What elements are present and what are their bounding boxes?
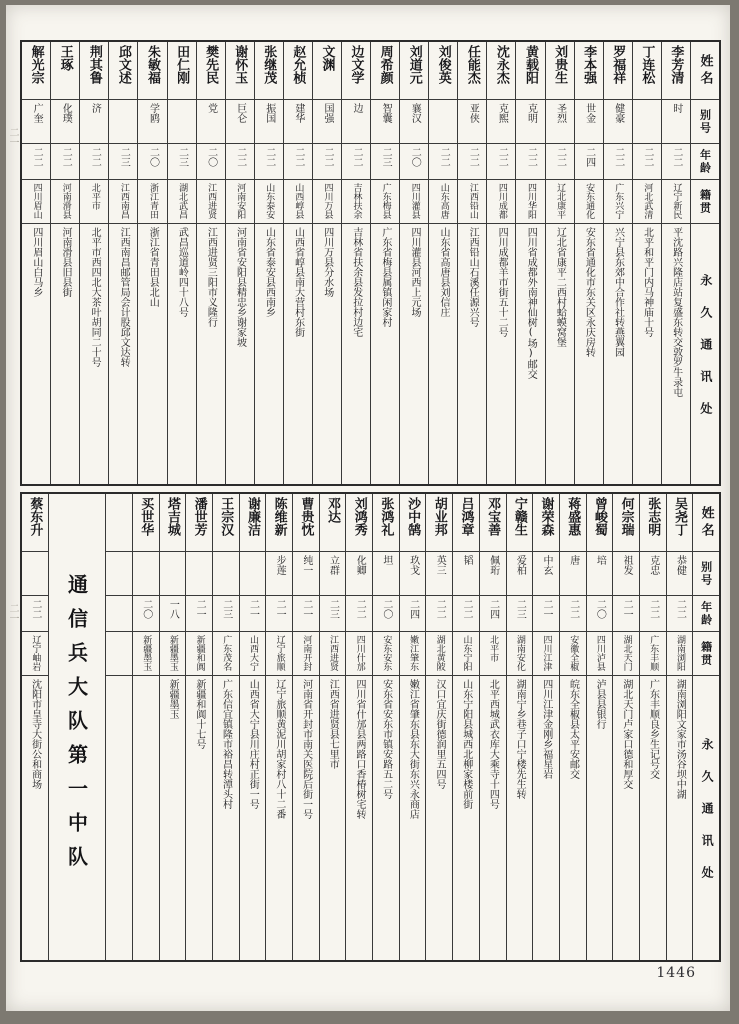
- entry-column: [345, 494, 372, 960]
- entry-age: 二二: [429, 144, 457, 180]
- header-name: 姓名: [691, 42, 719, 100]
- entry-origin: 北平市: [80, 180, 108, 224]
- entry-address: 广东省梅县属镇闲家村: [379, 227, 391, 327]
- entry-alias: 玖戈: [400, 552, 426, 596]
- entry-name: 罗福祥: [604, 42, 632, 100]
- entry-origin: 四川眉山: [22, 180, 50, 224]
- entry-name: 樊先民: [197, 42, 225, 100]
- entry-name: 曾峻蜀: [587, 494, 613, 552]
- entry-column: [108, 42, 137, 484]
- entry-alias: 克明: [516, 100, 544, 144]
- entry-name: 解光宗: [22, 42, 50, 100]
- entry-alias: 唐: [560, 552, 586, 596]
- header-column: [690, 42, 719, 484]
- entry-name: 黄载阳: [516, 42, 544, 100]
- entry-age: 二一: [533, 596, 559, 632]
- entry-name: 张志明: [640, 494, 666, 552]
- entry-name: 刘鸿秀: [346, 494, 372, 552]
- entry-address: 河南省安阳县精忠乡谢家坡: [234, 227, 246, 347]
- entry-address: 北平市西四北大茶叶胡同二十号: [89, 227, 101, 367]
- entry-origin: 新疆墨玉: [133, 632, 159, 676]
- entry-alias: 化璞: [51, 100, 79, 144]
- entry-address: 四川省成都外南神仙树(场)邮交: [525, 227, 537, 379]
- entry-column: [212, 494, 239, 960]
- entry-column: [50, 42, 79, 484]
- entry-address: 辽北省康平二西村蛤蟆窝堡: [554, 227, 566, 347]
- entry-column: [603, 42, 632, 484]
- entry-column: [185, 494, 212, 960]
- entry-age: 二〇: [197, 144, 225, 180]
- entry-column: [312, 42, 341, 484]
- entry-origin: 江西南昌: [109, 180, 137, 224]
- entry-name: 吴尧丁: [667, 494, 693, 552]
- entry-age: 二二: [453, 596, 479, 632]
- entry-alias: 恭健: [667, 552, 693, 596]
- header-alias: 别号: [691, 100, 719, 144]
- entry-alias: 振国: [255, 100, 283, 144]
- margin-mark: 二一: [7, 603, 18, 623]
- entry-alias: [429, 100, 457, 144]
- entry-name: 沙中鹄: [400, 494, 426, 552]
- entry-address: 平沈路兴隆店站复盛东转交敦罗牛录屯: [670, 227, 682, 397]
- entry-column: [319, 494, 346, 960]
- entry-column: [283, 42, 312, 484]
- entry-origin: 湖北天门: [613, 632, 639, 676]
- entry-column: [425, 494, 452, 960]
- entry-column: [574, 42, 603, 484]
- entry-origin: 江西进贤: [320, 632, 346, 676]
- entry-age: 二〇: [400, 144, 428, 180]
- header-age: 年龄: [691, 144, 719, 180]
- entry-address: 皖东全椒县太平安邮交: [567, 679, 579, 779]
- entry-alias: 广奎: [22, 100, 50, 144]
- entry-age: 二二: [226, 144, 254, 180]
- entry-address: 山西省大宁县川庄村正街一号: [247, 679, 259, 809]
- entry-age: 二三: [109, 144, 137, 180]
- entry-address: 兴宁县东郊中合作社转燕翼园: [612, 227, 624, 357]
- unit-label: 通信兵大队第一中队: [64, 574, 89, 880]
- entry-age: 二〇: [138, 144, 166, 180]
- entry-age: 二一: [613, 596, 639, 632]
- entry-address: 嫩江省肇东县东大街东兴永商店: [407, 679, 419, 819]
- entry-alias: 佩珩: [480, 552, 506, 596]
- entry-alias: 济: [80, 100, 108, 144]
- entry-origin: 山东泰安: [255, 180, 283, 224]
- entry-address: 湖北天门卢家口德和厚交: [620, 679, 632, 789]
- entry-alias: [633, 100, 661, 144]
- entry-alias: 英三: [426, 552, 452, 596]
- entry-origin: 湖南浏阳: [667, 632, 693, 676]
- entry-origin: 湖北武昌: [168, 180, 196, 224]
- entry-column: [372, 494, 399, 960]
- entry-alias: 国强: [313, 100, 341, 144]
- header-name: 姓名: [693, 494, 719, 552]
- entry-alias: [22, 552, 48, 596]
- entry-alias: 培: [587, 552, 613, 596]
- entry-age: 二二: [284, 144, 312, 180]
- entry-name: 蔡东升: [22, 494, 48, 552]
- entry-column: [612, 494, 639, 960]
- entry-name: 周希颜: [371, 42, 399, 100]
- entry-name: 塔吉城: [160, 494, 186, 552]
- entry-address: 新疆和阗十七号: [193, 679, 205, 749]
- entry-column: [399, 494, 426, 960]
- entry-alias: [240, 552, 266, 596]
- entry-column: [532, 494, 559, 960]
- entry-origin: 河南安阳: [226, 180, 254, 224]
- entry-column: [559, 494, 586, 960]
- entry-origin: 山西大宁: [240, 632, 266, 676]
- entry-age: 二四: [400, 596, 426, 632]
- entry-address: 汉口宜庆街德润里五四号: [434, 679, 446, 789]
- entry-origin: 新疆墨玉: [160, 632, 186, 676]
- entry-age: 二三: [320, 596, 346, 632]
- entry-address: 四川江津金刚乡福星岩: [540, 679, 552, 779]
- entry-address: 北平和平门内马神庙十号: [641, 227, 653, 337]
- entry-address: 新疆墨玉: [167, 679, 179, 719]
- entry-age: 二二: [22, 144, 50, 180]
- entry-name: 陈维新: [266, 494, 292, 552]
- empty-cell: [106, 596, 132, 632]
- entry-address: 山西省崞县南大营村东街: [292, 227, 304, 337]
- entry-origin: 辽宁旅顺: [266, 632, 292, 676]
- entry-alias: [133, 552, 159, 596]
- entry-age: 二〇: [133, 596, 159, 632]
- entry-age: 二二: [426, 596, 452, 632]
- entry-origin: 四川泸县: [587, 632, 613, 676]
- header-address: 永久通讯处: [698, 274, 713, 434]
- entry-column: [486, 42, 515, 484]
- entry-name: 宁赣生: [507, 494, 533, 552]
- entry-age: 二四: [480, 596, 506, 632]
- entry-column: [22, 494, 48, 960]
- entry-address: 四川万县分水场: [321, 227, 333, 297]
- entry-name: 赵允桢: [284, 42, 312, 100]
- entry-name: 潘世芳: [186, 494, 212, 552]
- entry-origin: 四川华阳: [516, 180, 544, 224]
- entry-origin: 河北武清: [633, 180, 661, 224]
- entry-name: 买世华: [133, 494, 159, 552]
- entry-origin: 河南滑县: [51, 180, 79, 224]
- entry-alias: 步莲: [266, 552, 292, 596]
- entry-column: [639, 494, 666, 960]
- entry-column: [341, 42, 370, 484]
- entry-column: [79, 42, 108, 484]
- entry-address: 广东丰顺良乡生记号交: [647, 679, 659, 779]
- entry-origin: 江西铅山: [458, 180, 486, 224]
- entry-age: 二二: [80, 144, 108, 180]
- entry-origin: 江西进贤: [197, 180, 225, 224]
- entry-name: 沈永杰: [487, 42, 515, 100]
- entry-origin: 安东通化: [575, 180, 603, 224]
- entry-alias: 亚侠: [458, 100, 486, 144]
- entry-column: [632, 42, 661, 484]
- entry-column: [225, 42, 254, 484]
- entry-alias: 智囊: [371, 100, 399, 144]
- entry-age: 二四: [575, 144, 603, 180]
- entry-age: 二一: [293, 596, 319, 632]
- entry-name: 吕鸿章: [453, 494, 479, 552]
- entry-address: 江西进贤三阳市义隆行: [205, 227, 217, 327]
- entry-column: [506, 494, 533, 960]
- entry-address: 山东宁阳县城西北柳家楼前街: [460, 679, 472, 809]
- entry-name: 邓达: [320, 494, 346, 552]
- entry-address: [133, 676, 159, 960]
- entry-age: 二二: [487, 144, 515, 180]
- entry-address: 河南省开封市南关医院后街一号: [300, 679, 312, 819]
- entry-address: 湖南浏阳文家市汤谷坝中湖: [674, 679, 686, 799]
- entry-column: [132, 494, 159, 960]
- entry-name: 刘道元: [400, 42, 428, 100]
- entry-address: 四川眉山白马乡: [30, 227, 42, 297]
- entry-age: 二一: [240, 596, 266, 632]
- entry-address: 江西南昌邮管局会计股邱文达转: [118, 227, 130, 367]
- entry-age: 二二: [560, 596, 586, 632]
- entry-name: 曹贵忱: [293, 494, 319, 552]
- entry-name: 王宗汉: [213, 494, 239, 552]
- entry-origin: 广东梅县: [371, 180, 399, 224]
- entry-name: 张鸿礼: [373, 494, 399, 552]
- header-alias: 别号: [693, 552, 719, 596]
- roster-table-upper: [20, 40, 721, 486]
- entry-origin: 辽宁新民: [662, 180, 690, 224]
- entry-address: 河南滑县旧县街: [60, 227, 71, 297]
- entry-age: 二二: [458, 144, 486, 180]
- entry-origin: 湖南安化: [507, 632, 533, 676]
- entry-column: [292, 494, 319, 960]
- unit-column: [48, 494, 106, 960]
- entry-age: 二二: [313, 144, 341, 180]
- entry-alias: 克熙: [487, 100, 515, 144]
- entry-address: 山东省泰安县西南乡: [263, 227, 275, 317]
- entry-name: 任能杰: [458, 42, 486, 100]
- entry-age: 二〇: [587, 596, 613, 632]
- entry-origin: 辽宁岫岩: [22, 632, 48, 676]
- entry-alias: 时: [662, 100, 690, 144]
- entry-alias: 党: [197, 100, 225, 144]
- header-address: 永久通讯处: [700, 738, 715, 898]
- entry-address: 安东省通化市东关区永庆房转: [583, 227, 595, 357]
- entry-origin: 四川灌县: [400, 180, 428, 224]
- entry-age: 二三: [371, 144, 399, 180]
- entry-address: 泸县县银行: [594, 679, 606, 729]
- entry-age: 一八: [160, 596, 186, 632]
- entry-origin: 北平市: [480, 632, 506, 676]
- entry-name: 胡业邦: [426, 494, 452, 552]
- entry-name: 文渊: [313, 42, 341, 100]
- entry-name: 边文学: [342, 42, 370, 100]
- entry-address: 江西铅山石溪任源兴号: [467, 227, 479, 327]
- entry-address: 浙江省青田县北山: [147, 227, 159, 307]
- entry-column: [239, 494, 266, 960]
- entry-alias: 巨仑: [226, 100, 254, 144]
- entry-origin: 广东兴宁: [604, 180, 632, 224]
- entry-age: 二三: [213, 596, 239, 632]
- entry-name: 邓宝善: [480, 494, 506, 552]
- page-surface: [6, 5, 730, 1011]
- entry-age: 二二: [546, 144, 574, 180]
- entry-name: 朱敏福: [138, 42, 166, 100]
- entry-address: 吉林省扶余县发拉村边宅: [350, 227, 362, 337]
- entry-alias: 学鸥: [138, 100, 166, 144]
- entry-age: 二二: [633, 144, 661, 180]
- entry-name: 李芳清: [662, 42, 690, 100]
- entry-name: 谢怀玉: [226, 42, 254, 100]
- entry-origin: 山西崞县: [284, 180, 312, 224]
- entry-age: 二二: [662, 144, 690, 180]
- entry-origin: 新疆和阗: [186, 632, 212, 676]
- entry-origin: 广东丰顺: [640, 632, 666, 676]
- entry-address: 北平西城武衣库大乘寺十四号: [487, 679, 499, 809]
- entry-age: 二一: [266, 596, 292, 632]
- entry-age: 二二: [640, 596, 666, 632]
- entry-alias: [160, 552, 186, 596]
- entry-name: 刘俊英: [429, 42, 457, 100]
- entry-column: [479, 494, 506, 960]
- entry-alias: 边: [342, 100, 370, 144]
- entry-age: 二二: [342, 144, 370, 180]
- entry-address: 四川省什邡县两路口香椿树宅转: [353, 679, 365, 819]
- entry-column: [159, 494, 186, 960]
- entry-origin: 浙江青田: [138, 180, 166, 224]
- entry-age: 二一: [186, 596, 212, 632]
- entry-name: 谢廉洁: [240, 494, 266, 552]
- header-column: [692, 494, 719, 960]
- entry-origin: 四川万县: [313, 180, 341, 224]
- entry-alias: 襄汉: [400, 100, 428, 144]
- entry-alias: [186, 552, 212, 596]
- empty-cell: [106, 494, 132, 552]
- entry-address: 山东省高唐县刘信庄: [438, 227, 450, 317]
- entry-alias: 克忠: [640, 552, 666, 596]
- entry-origin: 四川江津: [533, 632, 559, 676]
- entry-name: 谢荣森: [533, 494, 559, 552]
- entry-alias: 韬: [453, 552, 479, 596]
- entry-alias: 中玄: [533, 552, 559, 596]
- entry-alias: [109, 100, 137, 144]
- entry-column: [586, 494, 613, 960]
- entry-address: 安东省安东市镇安路五二号: [380, 679, 392, 799]
- entry-name: 张继茂: [255, 42, 283, 100]
- entry-alias: 建华: [284, 100, 312, 144]
- empty-column: [105, 494, 132, 960]
- entry-column: [196, 42, 225, 484]
- entry-age: 二二: [516, 144, 544, 180]
- entry-alias: 坦: [373, 552, 399, 596]
- empty-cell: [106, 552, 132, 596]
- header-origin: 籍贯: [693, 632, 719, 676]
- entry-age: 二〇: [373, 596, 399, 632]
- entry-name: 荆其鲁: [80, 42, 108, 100]
- entry-column: [370, 42, 399, 484]
- entry-column: [452, 494, 479, 960]
- entry-age: 二二: [346, 596, 372, 632]
- entry-address: 湖南宁乡巷子口宁楼先生转: [514, 679, 526, 799]
- entry-name: 刘贵生: [546, 42, 574, 100]
- entry-origin: 辽北康平: [546, 180, 574, 224]
- entry-age: 二二: [667, 596, 693, 632]
- entry-address: 沈阳市皇寺大街公和商场: [29, 679, 41, 789]
- entry-origin: 嫩江肇东: [400, 632, 426, 676]
- entry-origin: 湖北黄陂: [426, 632, 452, 676]
- entry-name: 李本强: [575, 42, 603, 100]
- entry-origin: 河南开封: [293, 632, 319, 676]
- entry-column: [167, 42, 196, 484]
- entry-alias: 世金: [575, 100, 603, 144]
- entry-alias: 圣烈: [546, 100, 574, 144]
- entry-age: 二二: [51, 144, 79, 180]
- header-origin: 籍贯: [691, 180, 719, 224]
- entry-name: 田仁刚: [168, 42, 196, 100]
- entry-origin: 四川成都: [487, 180, 515, 224]
- entry-column: [457, 42, 486, 484]
- entry-alias: 纯一: [293, 552, 319, 596]
- entry-origin: 安东安东: [373, 632, 399, 676]
- entry-column: [661, 42, 690, 484]
- entry-name: 王琢: [51, 42, 79, 100]
- entry-alias: 爱柏: [507, 552, 533, 596]
- entry-address: 广东信宜镇隆市裕昌转潭头村: [220, 679, 232, 809]
- entry-origin: 山东高唐: [429, 180, 457, 224]
- entry-origin: 山东宁阳: [453, 632, 479, 676]
- entry-name: 丁连松: [633, 42, 661, 100]
- roster-table-lower: [20, 492, 721, 962]
- entry-origin: 广东茂名: [213, 632, 239, 676]
- header-age: 年龄: [693, 596, 719, 632]
- entry-age: 二三: [507, 596, 533, 632]
- entry-address: 辽宁旅顺黄泥川胡家村八十二番: [273, 679, 285, 819]
- entry-alias: [168, 100, 196, 144]
- entry-name: 邱文述: [109, 42, 137, 100]
- entry-column: [545, 42, 574, 484]
- entry-address: 四川灌县河西上元场: [408, 227, 420, 317]
- entry-column: [22, 42, 50, 484]
- entry-origin: 吉林扶余: [342, 180, 370, 224]
- entry-address: 武昌巡道岭四十八号: [176, 227, 188, 317]
- margin-mark: 二一: [7, 127, 18, 147]
- entry-column: [428, 42, 457, 484]
- entry-origin: 安徽全椒: [560, 632, 586, 676]
- entry-address: 四川成都羊市街五十二号: [496, 227, 508, 337]
- entry-column: [137, 42, 166, 484]
- entry-column: [254, 42, 283, 484]
- entry-alias: 健豪: [604, 100, 632, 144]
- entry-alias: 立群: [320, 552, 346, 596]
- entry-name: 何宗瑞: [613, 494, 639, 552]
- entry-column: [265, 494, 292, 960]
- empty-cell: [106, 676, 132, 960]
- entry-age: 二二: [22, 596, 48, 632]
- entry-age: 二二: [255, 144, 283, 180]
- page-number: 1446: [656, 965, 696, 981]
- entry-origin: 四川什邡: [346, 632, 372, 676]
- entry-name: 蒋盛惠: [560, 494, 586, 552]
- entry-age: 二三: [168, 144, 196, 180]
- entry-alias: [213, 552, 239, 596]
- entry-address: 江西省进贤县七里市: [327, 679, 339, 769]
- entry-column: [399, 42, 428, 484]
- entry-alias: 祖发: [613, 552, 639, 596]
- entry-age: 二二: [604, 144, 632, 180]
- empty-cell: [106, 632, 132, 676]
- entry-column: [666, 494, 693, 960]
- entry-column: [515, 42, 544, 484]
- entry-alias: 化卿: [346, 552, 372, 596]
